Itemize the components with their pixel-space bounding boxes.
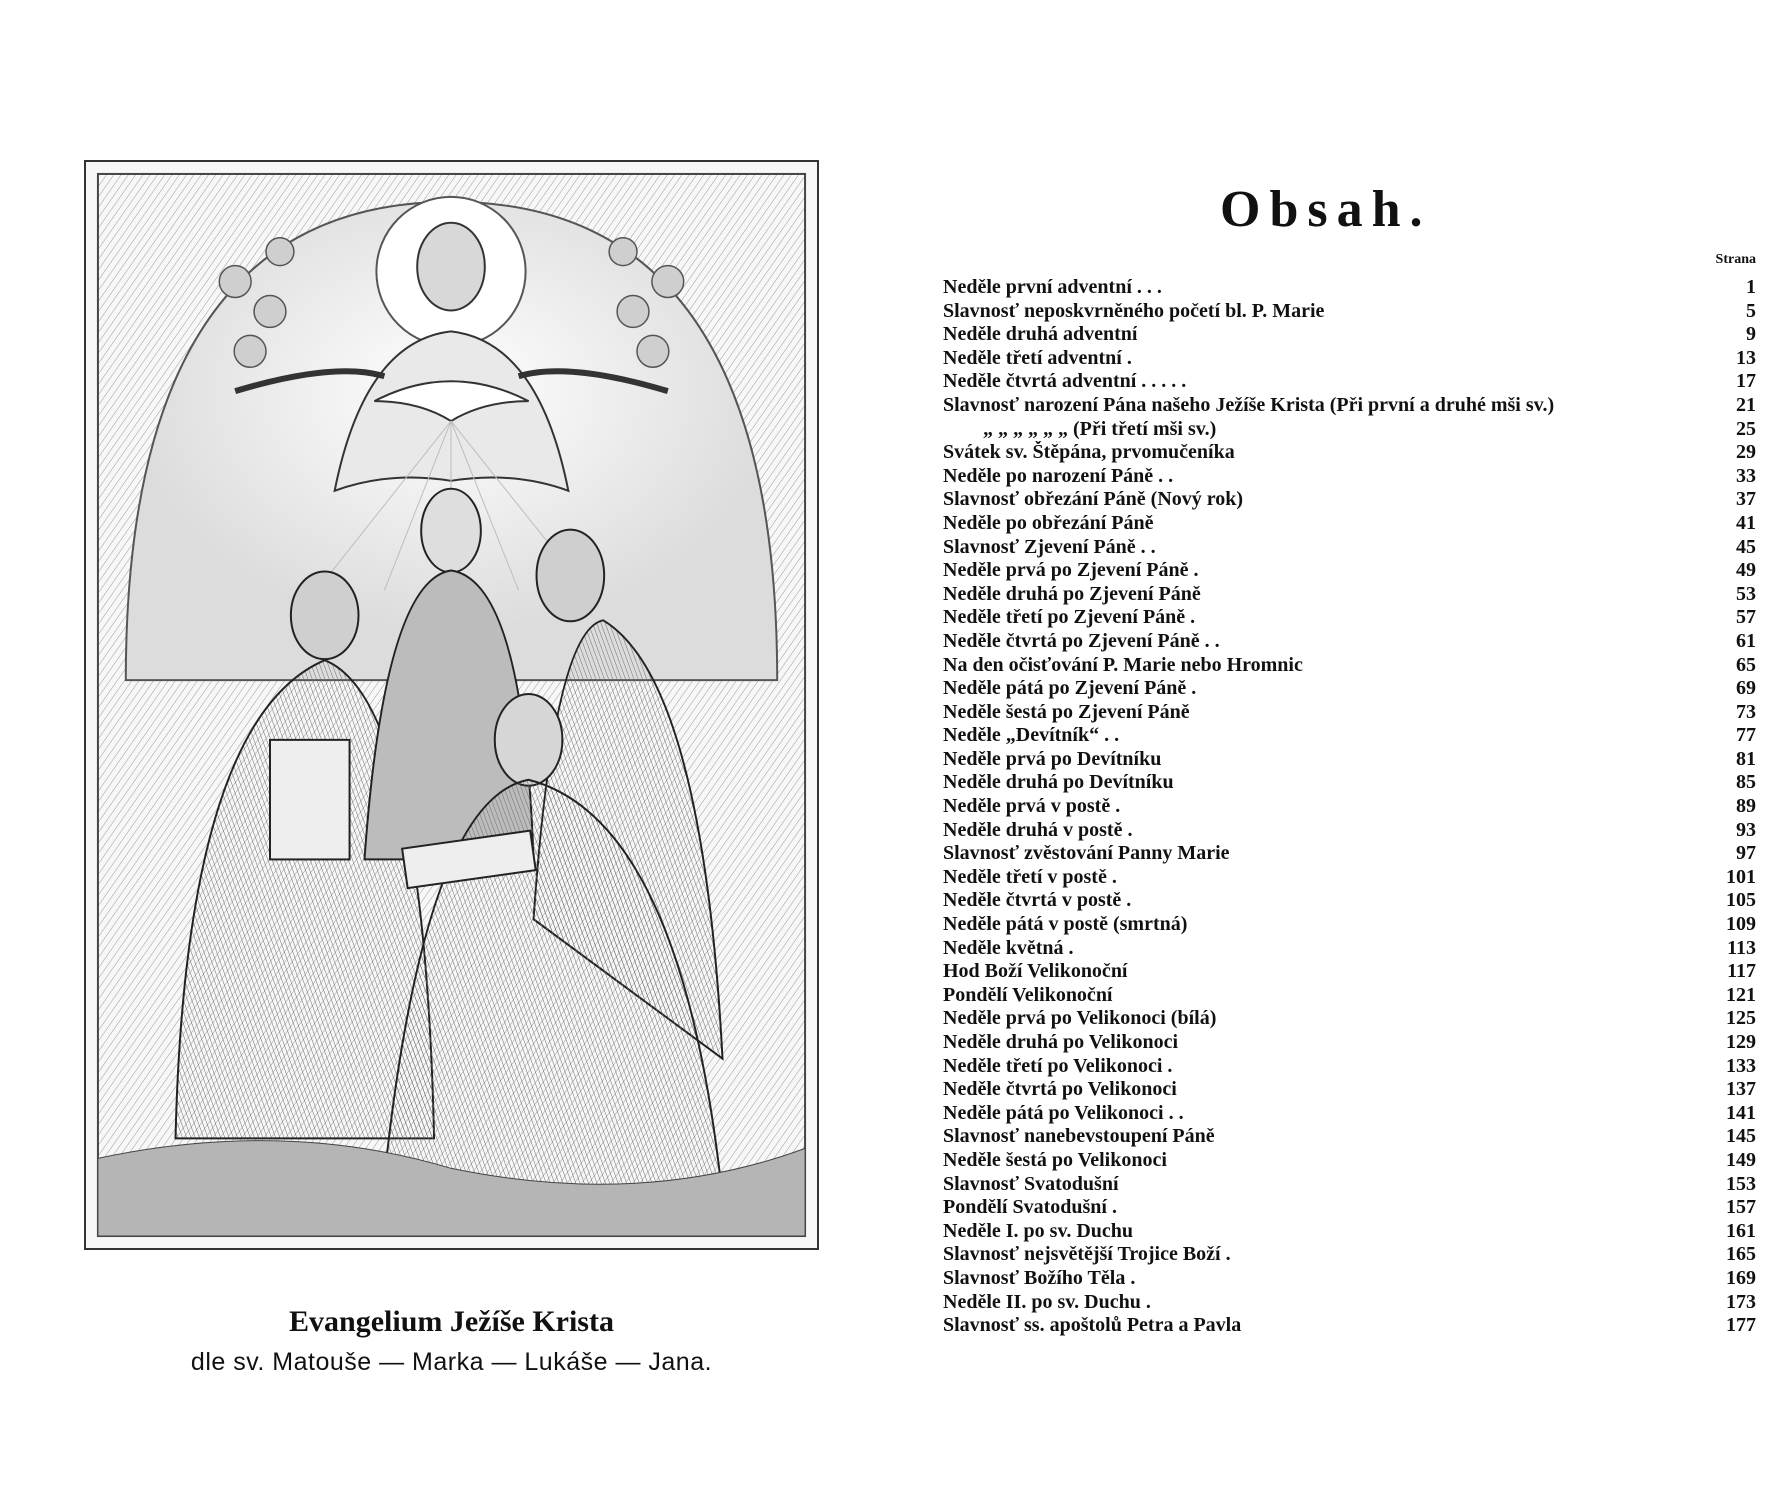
engraving-illustration	[84, 160, 819, 1250]
toc-entry	[943, 1220, 1756, 1244]
toc-entry-page: 85	[1736, 771, 1756, 794]
toc-entry-page: 121	[1726, 983, 1756, 1006]
toc-entry-page: 173	[1726, 1290, 1756, 1313]
toc-entry-page: 21	[1736, 393, 1756, 416]
toc-entry-page: 57	[1736, 606, 1756, 629]
toc-entry	[943, 394, 1756, 418]
toc-entry-title: Neděle čtvrtá po Zjevení Páně . .	[943, 629, 1220, 652]
toc-entry-page: 161	[1726, 1219, 1756, 1242]
toc-entry-page: 29	[1736, 441, 1756, 464]
toc-entry	[943, 677, 1756, 701]
toc-entry	[943, 1149, 1756, 1173]
toc-entry-title: Neděle šestá po Zjevení Páně	[943, 700, 1190, 723]
toc-entry-title: Slavnosť obřezání Páně (Nový rok)	[943, 488, 1244, 511]
toc-entry-page: 5	[1746, 299, 1756, 322]
toc-entry-page: 33	[1736, 464, 1756, 487]
toc-entry-title: „ „ „ „ „ „ (Při třetí mši sv.)	[983, 417, 1217, 440]
toc-entry	[943, 819, 1756, 843]
toc-entry-page: 77	[1736, 724, 1756, 747]
toc-entry-title: Slavnosť nanebevstoupení Páně	[943, 1125, 1215, 1148]
toc-entry-title: Neděle květná .	[943, 936, 1074, 959]
toc-entry	[943, 630, 1756, 654]
toc-entry	[943, 1031, 1756, 1055]
toc-entry-title: Neděle třetí adventní .	[943, 346, 1132, 369]
toc-entry-title: Neděle druhá po Devítníku	[943, 771, 1174, 794]
toc-entry-title: Pondělí Svatodušní .	[943, 1196, 1117, 1219]
toc-entry-title: Slavnosť ss. apoštolů Petra a Pavla	[943, 1314, 1242, 1337]
toc-entry-page: 93	[1736, 818, 1756, 841]
toc-entry-title: Slavnosť nejsvětější Trojice Boží .	[943, 1243, 1231, 1266]
toc-entry	[943, 512, 1756, 536]
toc-entry	[943, 1291, 1756, 1315]
toc-entry	[943, 748, 1756, 772]
toc-entry-page: 89	[1736, 795, 1756, 818]
toc-entry	[943, 347, 1756, 371]
toc-entry-title: Neděle I. po sv. Duchu	[943, 1219, 1134, 1242]
toc-entry	[943, 300, 1756, 324]
toc-entry	[943, 654, 1756, 678]
toc-entry-title: Neděle „Devítník“ . .	[943, 724, 1120, 747]
toc-entry-page: 141	[1726, 1101, 1756, 1124]
toc-entry-page: 61	[1736, 629, 1756, 652]
toc-entry-page: 49	[1736, 559, 1756, 582]
toc-entry-title: Neděle druhá po Velikonoci	[943, 1031, 1179, 1053]
toc-entry-title: Slavnosť neposkvrněného početí bl. P. Marie	[943, 299, 1325, 322]
page-column-label: Strana	[1715, 252, 1756, 267]
toc-entry	[943, 1267, 1756, 1291]
toc-entry-title: Pondělí Velikonoční	[943, 983, 1113, 1006]
toc-entry-page: 117	[1727, 960, 1756, 983]
toc-entry-page: 169	[1726, 1266, 1756, 1289]
toc-entry	[943, 1007, 1756, 1031]
toc-list	[943, 276, 1756, 1338]
toc-entry-title: Neděle třetí po Zjevení Páně .	[943, 606, 1196, 629]
toc-entry-page: 177	[1726, 1314, 1756, 1337]
toc-entry-page: 129	[1726, 1031, 1756, 1053]
toc-entry-title: Neděle druhá adventní	[943, 323, 1138, 346]
toc-entry	[943, 1102, 1756, 1126]
toc-entry-page: 17	[1736, 370, 1756, 393]
toc-entry-page: 113	[1727, 936, 1756, 959]
toc-entry-page: 81	[1736, 747, 1756, 770]
toc-entry-title: Neděle třetí v postě .	[943, 865, 1117, 888]
toc-entry	[943, 1078, 1756, 1102]
toc-entry	[943, 1173, 1756, 1197]
toc-entry	[943, 465, 1756, 489]
toc-entry-title: Na den očisťování P. Marie nebo Hromnic	[943, 653, 1303, 676]
toc-entry-title: Neděle prvá po Devítníku	[943, 747, 1162, 770]
toc-entry-page: 69	[1736, 677, 1756, 700]
toc-entry-title: Neděle první adventní . . .	[943, 276, 1162, 298]
toc-entry	[943, 889, 1756, 913]
toc-entry-page: 133	[1726, 1054, 1756, 1077]
toc-entry	[943, 1055, 1756, 1079]
toc-entry	[943, 1243, 1756, 1267]
toc-entry-page: 145	[1726, 1125, 1756, 1148]
caption-subtitle: dle sv. Matouše — Marka — Lukáše — Jana.	[190, 1348, 713, 1376]
toc-entry	[943, 276, 1756, 300]
toc-entry-page: 73	[1736, 700, 1756, 723]
toc-entry-page: 13	[1736, 346, 1756, 369]
toc-entry-page: 105	[1726, 889, 1756, 912]
toc-entry-title: Slavnosť narození Pána našeho Ježíše Krista (Při první a druhé mši sv.)	[943, 393, 1555, 416]
toc-entry-page: 1	[1746, 276, 1756, 298]
toc-entry-title: Slavnosť zvěstování Panny Marie	[943, 842, 1230, 865]
toc-entry	[943, 606, 1756, 630]
toc-entry	[943, 701, 1756, 725]
toc-entry-page: 37	[1736, 488, 1756, 511]
toc-entry-title: Neděle čtvrtá v postě .	[943, 889, 1132, 912]
toc-entry-page: 153	[1726, 1172, 1756, 1195]
toc-entry	[943, 418, 1756, 442]
toc-entry	[943, 1314, 1756, 1338]
toc-entry-title: Neděle prvá v postě .	[943, 795, 1121, 818]
toc-entry	[943, 913, 1756, 937]
toc-entry	[943, 323, 1756, 347]
toc-entry-title: Neděle šestá po Velikonoci	[943, 1148, 1167, 1171]
toc-entry-title: Neděle pátá v postě (smrtná)	[943, 913, 1188, 936]
toc-entry-title: Neděle prvá po Zjevení Páně .	[943, 559, 1199, 582]
toc-entry	[943, 960, 1756, 984]
toc-heading: Obsah.	[1220, 181, 1432, 238]
toc-entry-title: Hod Boží Velikonoční	[943, 960, 1128, 983]
toc-entry	[943, 771, 1756, 795]
toc-entry-title: Slavnosť Božího Těla .	[943, 1266, 1136, 1289]
toc-entry	[943, 488, 1756, 512]
toc-entry	[943, 1196, 1756, 1220]
toc-entry-title: Neděle prvá po Velikonoci (bílá)	[943, 1007, 1217, 1030]
toc-entry-title: Neděle čtvrtá adventní . . . . .	[943, 370, 1187, 393]
toc-entry-title: Neděle třetí po Velikonoci .	[943, 1054, 1173, 1077]
toc-entry-page: 165	[1726, 1243, 1756, 1266]
toc-entry-title: Neděle čtvrtá po Velikonoci	[943, 1078, 1177, 1101]
toc-entry	[943, 536, 1756, 560]
toc-entry-page: 125	[1726, 1007, 1756, 1030]
toc-entry	[943, 370, 1756, 394]
toc-entry-page: 101	[1726, 865, 1756, 888]
toc-entry-title: Neděle druhá po Zjevení Páně	[943, 582, 1201, 605]
toc-entry	[943, 441, 1756, 465]
toc-entry-page: 65	[1736, 653, 1756, 676]
toc-entry-title: Neděle druhá v postě .	[943, 818, 1133, 841]
toc-entry	[943, 559, 1756, 583]
toc-entry-title: Neděle II. po sv. Duchu .	[943, 1290, 1151, 1313]
toc-entry-title: Svátek sv. Štěpána, prvomučeníka	[943, 441, 1235, 464]
toc-entry-page: 97	[1736, 842, 1756, 865]
toc-entry	[943, 984, 1756, 1008]
toc-entry	[943, 795, 1756, 819]
toc-entry-page: 149	[1726, 1148, 1756, 1171]
toc-entry-page: 137	[1726, 1078, 1756, 1101]
toc-entry-page: 9	[1746, 323, 1756, 346]
toc-entry-title: Slavnosť Svatodušní	[943, 1172, 1119, 1195]
toc-entry	[943, 1125, 1756, 1149]
toc-entry	[943, 937, 1756, 961]
toc-entry	[943, 583, 1756, 607]
toc-entry-page: 45	[1736, 535, 1756, 558]
toc-entry-page: 109	[1726, 913, 1756, 936]
toc-entry	[943, 842, 1756, 866]
evangelists-engraving-icon	[86, 162, 817, 1248]
toc-entry	[943, 866, 1756, 890]
toc-entry-title: Neděle po narození Páně . .	[943, 464, 1174, 487]
toc-entry-title: Neděle pátá po Velikonoci . .	[943, 1101, 1184, 1124]
toc-entry-title: Neděle pátá po Zjevení Páně .	[943, 677, 1197, 700]
toc-entry-page: 25	[1736, 417, 1756, 440]
toc-entry-page: 157	[1726, 1196, 1756, 1219]
toc-entry-title: Neděle po obřezání Páně	[943, 511, 1154, 534]
toc-entry-page: 53	[1736, 582, 1756, 605]
toc-entry-page: 41	[1736, 511, 1756, 534]
toc-entry	[943, 724, 1756, 748]
toc-entry-title: Slavnosť Zjevení Páně . .	[943, 535, 1156, 558]
caption-title: Evangelium Ježíše Krista	[289, 1305, 614, 1338]
